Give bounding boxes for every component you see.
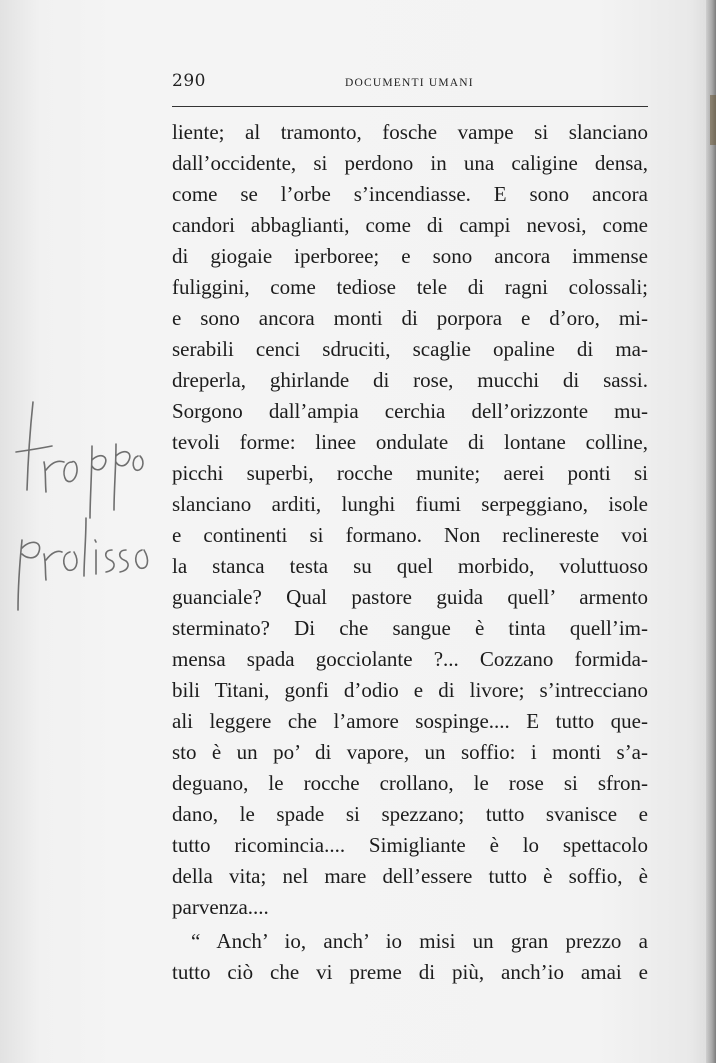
handwriting-stroke <box>90 446 106 518</box>
text-line: tutto ciò che vi preme di più, anch’io amai e <box>172 960 648 984</box>
handwriting-stroke <box>136 550 148 568</box>
handwriting-stroke <box>106 550 114 572</box>
text-line: ali leggere che l’amore sospinge.... E tutto que- <box>172 709 648 733</box>
page-edge-shadow <box>706 0 716 1063</box>
text-line: bili Titani, gonfi d’odio e di livore; s’intrecciano <box>172 678 648 702</box>
handwriting-stroke <box>114 444 130 510</box>
handwriting-stroke <box>64 462 77 482</box>
handwriting-stroke <box>84 518 86 576</box>
text-line: della vita; nel mare dell’essere tutto è soffio, è <box>172 864 648 888</box>
text-line: serabili cenci sdruciti, scaglie opaline di ma- <box>172 337 648 361</box>
handwriting-stroke <box>95 540 96 574</box>
page-edge-mark <box>710 95 716 145</box>
running-head: DOCUMENTI UMANI <box>345 77 474 89</box>
text-line: dano, le spade si spezzano; tutto svanisce e <box>172 802 648 826</box>
text-line: dall’occidente, si perdono in una caligine densa, <box>172 151 648 175</box>
text-line: fuliggini, come tediose tele di ragni colossali; <box>172 275 648 299</box>
handwriting-stroke <box>44 461 64 492</box>
paragraph-2 <box>172 926 648 988</box>
text-line: tevoli forme: linee ondulate di lontane colline, <box>172 430 648 454</box>
text-line: parvenza.... <box>172 895 269 919</box>
text-line: dreperla, ghirlande di rose, mucchi di sassi. <box>172 368 648 392</box>
text-line: come se l’orbe s’incendiasse. E sono ancora <box>172 182 648 206</box>
text-line: picchi superbi, rocche munite; aerei ponti si <box>172 461 648 485</box>
handwriting-stroke <box>133 456 143 470</box>
text-line: liente; al tramonto, fosche vampe si slanciano <box>172 120 648 144</box>
handwriting-stroke <box>16 446 52 452</box>
text-line: sterminato? Di che sangue è tinta quell’im- <box>172 616 648 640</box>
text-line: tutto ricomincia.... Simigliante è lo spettacolo <box>172 833 648 857</box>
paragraph-1 <box>172 117 648 923</box>
text-line: deguano, le rocche crollano, le rose si sfron- <box>172 771 648 795</box>
body-text <box>172 117 648 988</box>
text-line: mensa spada gocciolante ?... Cozzano formida- <box>172 647 648 671</box>
text-line: di giogaie iperboree; e sono ancora immense <box>172 244 648 268</box>
text-line: la stanca testa su quel morbido, voluttuoso <box>172 554 648 578</box>
handwriting-stroke <box>120 550 128 572</box>
handwriting-stroke <box>64 552 77 570</box>
text-line: guanciale? Qual pastore guida quell’ armento <box>172 585 648 609</box>
text-line: “ Anch’ io, anch’ io misi un gran prezzo a <box>191 929 648 953</box>
page-number: 290 <box>172 71 206 91</box>
handwriting-stroke <box>18 540 40 610</box>
handwriting-stroke <box>44 551 62 580</box>
text-line: e sono ancora monti di porpora e d’oro, mi- <box>172 306 648 330</box>
text-line: e continenti si formano. Non reclinereste voi <box>172 523 648 547</box>
text-line: sto è un po’ di vapore, un soffio: i monti s’a- <box>172 740 648 764</box>
handwritten-margin-note <box>0 400 150 620</box>
handwriting-stroke <box>27 402 33 490</box>
text-line: candori abbaglianti, come di campi nevosi, come <box>172 213 648 237</box>
text-line: slanciano arditi, lunghi fiumi serpeggiano, isole <box>172 492 648 516</box>
text-line: Sorgono dall’ampia cerchia dell’orizzonte mu- <box>172 399 648 423</box>
header-rule <box>172 106 648 107</box>
